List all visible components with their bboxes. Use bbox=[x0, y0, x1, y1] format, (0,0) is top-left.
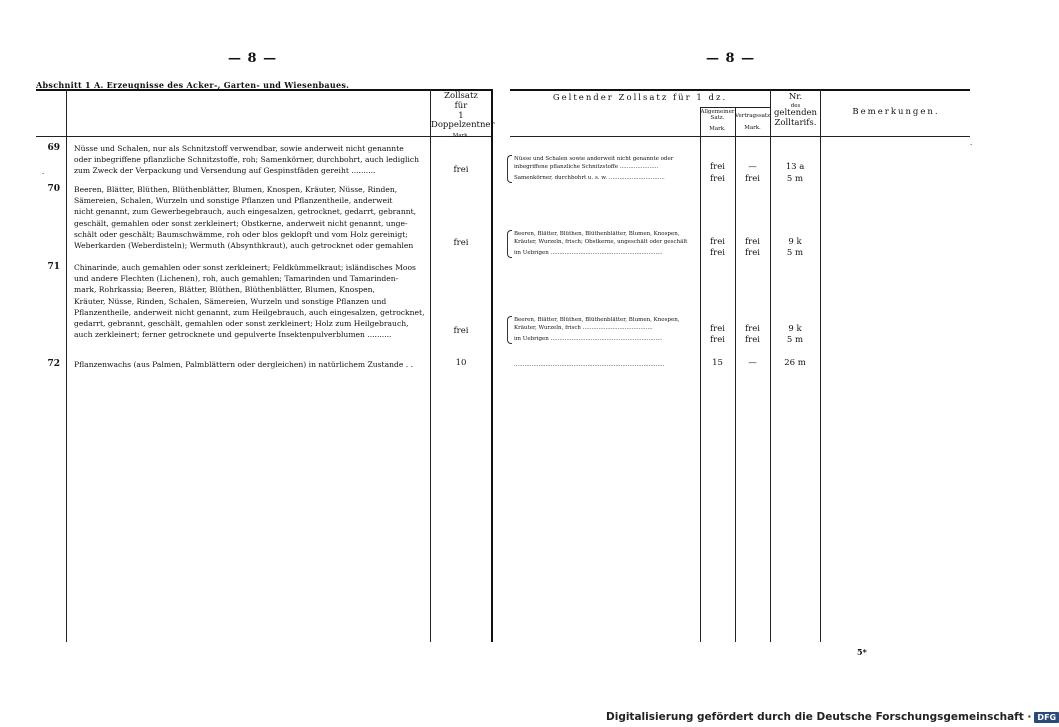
general-rate-value: frei bbox=[710, 237, 725, 247]
entry-description bbox=[74, 359, 426, 370]
entry-number: 70 bbox=[47, 184, 60, 194]
tariff-header-unit: Mark. bbox=[452, 133, 470, 140]
sub-item bbox=[514, 174, 698, 182]
brace-icon bbox=[507, 316, 512, 344]
sub-item-line: inbegriffene pflanzliche Schnitzstoffe ...................... bbox=[514, 164, 659, 170]
digitization-banner bbox=[606, 711, 1059, 723]
description-line: mark, Rohrkassia; Beeren, Blätter, Blüthen, Blüthenblätter, Blumen, Knospen, bbox=[74, 285, 375, 295]
sub-item-line: Nüsse und Schalen sowie anderweit nicht genannte oder bbox=[514, 156, 674, 162]
tariff-column-header bbox=[431, 91, 495, 140]
page-signature: 5* bbox=[857, 647, 867, 657]
tariff-nr-value: 5 m bbox=[786, 335, 804, 345]
general-rate-header-line: Satz. bbox=[710, 115, 725, 122]
description-line: Kräuter, Nüsse, Rinden, Schalen, Sämereien, Wurzeln und sonstige Pflanzen und bbox=[74, 296, 387, 306]
description-line: Beeren, Blätter, Blüthen, Blüthenblätter, Blumen, Knospen, Kräuter, Nüsse, Rinden, bbox=[74, 185, 398, 194]
ink-speck: · bbox=[42, 170, 45, 178]
description-line: geschält, gemahlen oder sonst zerkleinert; Obstkerne, anderweit nicht genannt, unge- bbox=[74, 218, 408, 228]
sub-item-line: im Uebrigen ................................................................ bbox=[514, 250, 663, 256]
left-table-right-border bbox=[491, 89, 493, 642]
treaty-rate-header bbox=[735, 113, 770, 132]
right-table-header-rule bbox=[510, 136, 970, 137]
description-line: und andere Flechten (Lichenen), roh, auch gemahlen; Tamarinden und Tamarinden- bbox=[74, 274, 399, 284]
general-rate-value: frei bbox=[710, 335, 725, 345]
right-page-number: — 8 — bbox=[706, 51, 756, 66]
description-line: Chinarinde, auch gemahlen oder sonst zerkleinert; Feldkümmelkraut; isländisches Moos bbox=[74, 263, 416, 272]
treaty-rate-value: frei bbox=[745, 335, 760, 345]
treaty-rate-value: frei bbox=[745, 174, 760, 184]
treaty-rate-column-rule bbox=[735, 107, 736, 642]
tariff-header-line: 1 Doppelzentner bbox=[431, 110, 495, 131]
tariff-nr-header-line: des bbox=[790, 102, 801, 109]
treaty-rate-value: frei bbox=[745, 237, 760, 247]
description-line: Sämereien, Schalen, Wurzeln und sonstige Pflanzen und Pflanzentheile, anderweit bbox=[74, 196, 393, 206]
sub-item bbox=[514, 316, 698, 332]
general-rate-header bbox=[700, 109, 735, 132]
sub-item-line: Beeren, Blätter, Blüthen, Blüthenblätter, Blumen, Knospen, bbox=[514, 231, 680, 237]
description-line: nicht genannt, zum Gewerbegebrauch, auch eingesalzen, getrocknet, gedarrt, gebrannt, bbox=[74, 207, 417, 217]
sub-item bbox=[514, 361, 698, 369]
tariff-nr-header-line: geltenden bbox=[773, 108, 818, 119]
description-line: Pflanzentheile, anderweit nicht genannt, zum Heilgebrauch, auch eingesalzen, getrocknet, bbox=[74, 307, 425, 317]
left-table-description-column-rule bbox=[430, 89, 431, 642]
section-heading: Abschnitt 1 A. Erzeugnisse des Acker-, Garten- und Wiesenbaues. bbox=[36, 80, 350, 90]
sub-item-line: Kräuter, Wurzeln, frisch ........................................ bbox=[514, 325, 653, 331]
tariff-nr-header bbox=[771, 93, 820, 129]
tariff-nr-value: 26 m bbox=[784, 358, 806, 368]
description-line: zum Zweck der Verpackung und Versendung auf Gespinstfäden gereiht .......... bbox=[74, 166, 376, 176]
description-line: schält oder geschält; Baumschwämme, roh oder blos geklopft und vom Holz gereinigt; bbox=[74, 229, 408, 239]
remarks-header: Bemerkungen. bbox=[852, 107, 940, 117]
tariff-value: frei bbox=[453, 165, 469, 175]
entry-description bbox=[74, 262, 426, 340]
tariff-nr-value: 13 a bbox=[785, 162, 805, 172]
sub-item-line: Beeren, Blätter, Blüthen, Blüthenblätter, Blumen, Knospen, bbox=[514, 317, 680, 323]
entry-number: 72 bbox=[47, 359, 60, 369]
treaty-rate-header-unit: Mark. bbox=[744, 125, 761, 132]
tariff-nr-value: 9 k bbox=[788, 237, 802, 247]
general-rate-header-unit: Mark. bbox=[709, 125, 726, 132]
description-line: Weberkarden (Weberdisteln); Wermuth (Absynthkraut), auch getrocknet oder gemahlen bbox=[74, 241, 414, 251]
brace-icon bbox=[507, 155, 512, 183]
description-line: oder inbegriffene pflanzliche Schnitzstoffe, roh; Samenkörner, durchbohrt, auch lediglich bbox=[74, 155, 420, 165]
entry-number: 69 bbox=[47, 143, 60, 153]
treaty-rate-value: — bbox=[748, 358, 757, 368]
sub-item-line: Samenkörner, durchbohrt u. s. w. ................................ bbox=[514, 175, 665, 181]
tariff-nr-header-line: Zolltarifs. bbox=[774, 117, 817, 128]
treaty-rate-value: — bbox=[748, 162, 757, 172]
sub-item-line: ...................................................................................... bbox=[514, 362, 665, 368]
entry-description bbox=[74, 143, 426, 177]
general-rate-value: frei bbox=[710, 324, 725, 334]
tariff-nr-value: 9 k bbox=[788, 324, 802, 334]
left-table-top-rule bbox=[36, 89, 491, 91]
tariff-nr-value: 5 m bbox=[786, 248, 804, 258]
current-tariff-header: Geltender Zollsatz für 1 dz. bbox=[552, 93, 728, 103]
description-line: Nüsse und Schalen, nur als Schnitzstoff verwendbar, sowie anderweit nicht genannte bbox=[74, 144, 404, 153]
treaty-rate-header-line: Vertragssatz bbox=[735, 113, 771, 119]
digitization-banner-text: Digitalisierung gefördert durch die Deutsche Forschungsgemeinschaft · bbox=[606, 711, 1032, 723]
tariff-value: 10 bbox=[455, 358, 467, 368]
tariff-nr-value: 5 m bbox=[786, 174, 804, 184]
tariff-value: frei bbox=[453, 238, 469, 248]
brace-icon bbox=[507, 230, 512, 258]
general-rate-header-line: Allgemeiner bbox=[700, 109, 735, 115]
entry-number: 71 bbox=[47, 262, 60, 272]
sub-item bbox=[514, 230, 698, 246]
left-page-number: — 8 — bbox=[228, 51, 278, 66]
sub-item bbox=[514, 155, 698, 171]
sub-item bbox=[514, 335, 698, 343]
description-line: gedarrt, gebrannt, geschält, gemahlen oder sonst zerkleinert; Holz zum Heilgebrauch, bbox=[74, 319, 409, 329]
description-line: Pflanzenwachs (aus Palmen, Palmblättern oder dergleichen) in natürlichem Zustande . . bbox=[74, 360, 414, 369]
ink-speck: · bbox=[970, 141, 973, 149]
tariff-nr-header-line: Nr. bbox=[788, 92, 803, 102]
sub-item-line: im Uebrigen ................................................................ bbox=[514, 336, 663, 342]
left-table-header-rule bbox=[36, 136, 491, 137]
general-rate-column-rule bbox=[700, 107, 701, 642]
treaty-rate-value: frei bbox=[745, 248, 760, 258]
sub-item-line: Kräuter, Wurzeln, frisch; Obstkerne, ungeschält oder geschält bbox=[514, 239, 688, 245]
left-table-number-column-rule bbox=[66, 89, 67, 642]
entry-description bbox=[74, 184, 426, 251]
tariff-header-line: Zollsatz bbox=[444, 91, 478, 101]
description-line: auch zerkleinert; ferner getrocknete und gepulverte Insektenpulverblumen .......... bbox=[74, 330, 392, 340]
tariff-header-line: für bbox=[454, 100, 468, 111]
remarks-column-rule bbox=[820, 89, 821, 642]
right-table-top-rule bbox=[510, 89, 970, 91]
general-rate-value: frei bbox=[710, 162, 725, 172]
sub-item bbox=[514, 249, 698, 257]
general-rate-value: frei bbox=[710, 248, 725, 258]
tariff-value: frei bbox=[453, 326, 469, 336]
dfg-logo-icon: DFG bbox=[1034, 712, 1059, 723]
treaty-rate-value: frei bbox=[745, 324, 760, 334]
general-rate-value: frei bbox=[710, 174, 725, 184]
general-rate-value: 15 bbox=[712, 358, 723, 368]
